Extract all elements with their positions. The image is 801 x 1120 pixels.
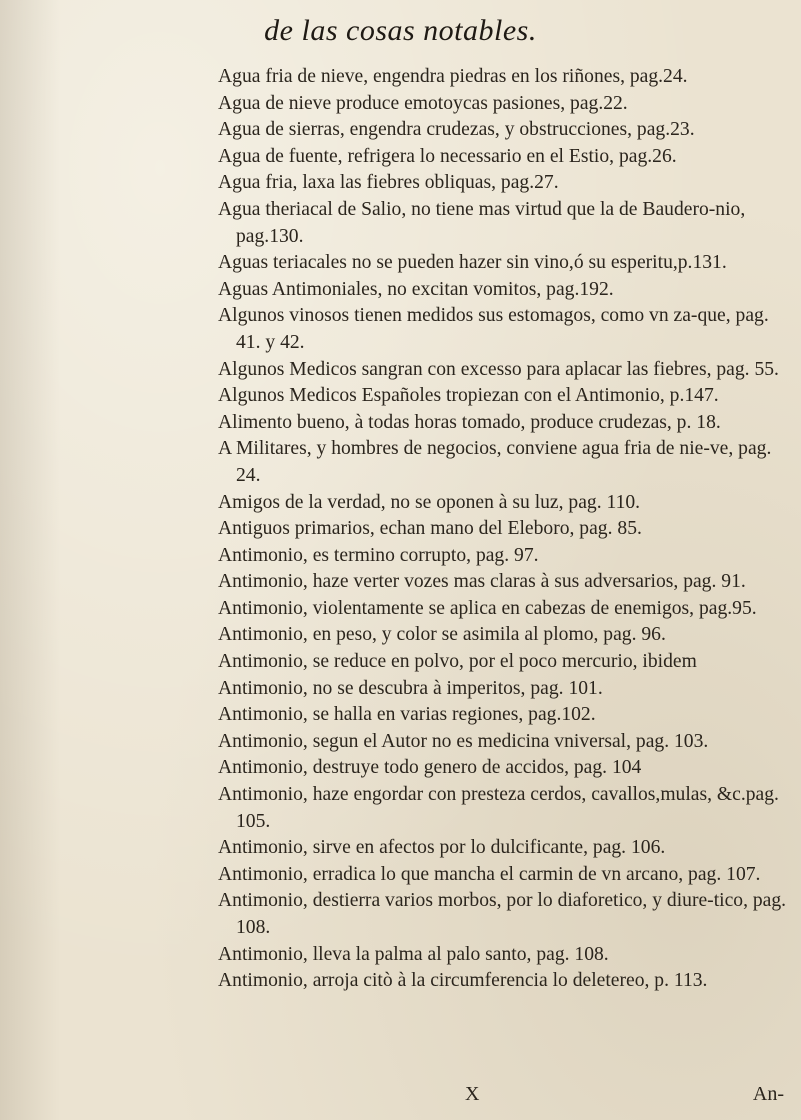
index-entry: Algunos Medicos sangran con excesso para aplacar las fiebres, pag. 55.: [218, 358, 779, 380]
index-entry: Agua de fuente, refrigera lo necessario en el Estio, pag.26.: [218, 145, 677, 167]
index-entry: Antiguos primarios, echan mano del Eleboro, pag. 85.: [218, 518, 642, 540]
index-entry: Antimonio, se halla en varias regiones, pag.102.: [218, 704, 596, 726]
index-list: [218, 64, 796, 995]
index-entry: Antimonio, en peso, y color se asimila al plomo, pag. 96.: [218, 624, 666, 646]
index-entry: A Militares, y hombres de negocios, conviene agua fria de nie-ve, pag. 24.: [218, 438, 772, 486]
index-entry: Aguas Antimoniales, no excitan vomitos, pag.192.: [218, 278, 614, 300]
index-entry: Agua de sierras, engendra crudezas, y obstrucciones, pag.23.: [218, 119, 695, 141]
index-entry: Algunos vinosos tienen medidos sus estomagos, como vn za-que, pag. 41. y 42.: [218, 305, 769, 353]
gutter-shadow: [0, 0, 60, 1120]
index-entry: Alimento bueno, à todas horas tomado, produce crudezas, p. 18.: [218, 411, 721, 433]
index-entry: Agua de nieve produce emotoycas pasiones, pag.22.: [218, 92, 628, 114]
index-entry: Antimonio, no se descubra à imperitos, pag. 101.: [218, 677, 603, 699]
page-footer: [218, 1083, 796, 1113]
index-entry: Aguas teriacales no se pueden hazer sin vino,ó su esperitu,p.131.: [218, 252, 727, 274]
catchword: An-: [752, 1083, 784, 1105]
index-entry: Agua fria de nieve, engendra piedras en los riñones, pag.24.: [218, 66, 688, 87]
index-entry: Antimonio, lleva la palma al palo santo, pag. 108.: [218, 943, 609, 965]
index-entry: Antimonio, erradica lo que mancha el carmin de vn arcano, pag. 107.: [218, 863, 761, 885]
index-entry: Antimonio, sirve en afectos por lo dulcificante, pag. 106.: [218, 837, 666, 859]
index-entry: Antimonio, arroja citò à la circumferencia lo deletereo, p. 113.: [218, 970, 708, 992]
index-entry: Antimonio, violentamente se aplica en cabezas de enemigos, pag.95.: [218, 597, 757, 619]
index-entry: Algunos Medicos Españoles tropiezan con el Antimonio, p.147.: [218, 385, 719, 407]
index-entry: Antimonio, haze engordar con presteza cerdos, cavallos,mulas, &c.pag. 105.: [218, 784, 779, 832]
index-entry: Antimonio, segun el Autor no es medicina vniversal, pag. 103.: [218, 730, 709, 752]
running-head: de las cosas notables.: [264, 14, 537, 47]
index-entry: Antimonio, destruye todo genero de accidos, pag. 104: [218, 757, 642, 779]
index-entry: Antimonio, es termino corrupto, pag. 97.: [218, 544, 539, 566]
index-entry: Agua fria, laxa las fiebres obliquas, pag.27.: [218, 172, 559, 194]
signature-mark: X: [465, 1083, 480, 1105]
index-entry: Amigos de la verdad, no se oponen à su luz, pag. 110.: [218, 491, 641, 513]
index-entry: Antimonio, haze verter vozes mas claras à sus adversarios, pag. 91.: [218, 571, 746, 593]
index-entry: Agua theriacal de Salio, no tiene mas virtud que la de Baudero-nio, pag.130.: [218, 198, 746, 247]
index-entry: Antimonio, se reduce en polvo, por el poco mercurio, ibidem: [218, 651, 697, 673]
index-entry: Antimonio, destierra varios morbos, por lo diaforetico, y diure-tico, pag. 108.: [218, 890, 787, 938]
